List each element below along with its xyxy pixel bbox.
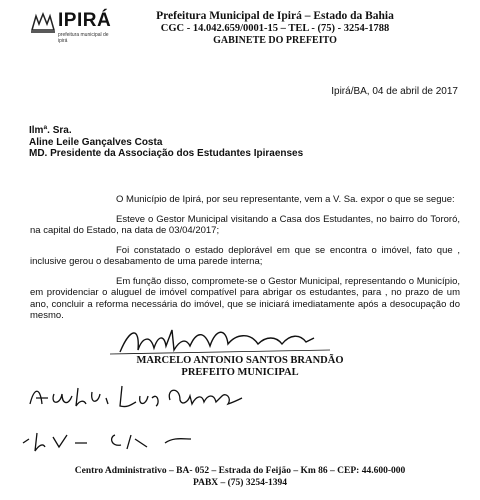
recipient-salutation: Ilmª. Sra. bbox=[29, 125, 72, 136]
letterhead-office: GABINETE DO PREFEITO bbox=[213, 35, 337, 46]
recipient-name: Aline Leile Gançalves Costa bbox=[29, 136, 163, 148]
date-line: Ipirá/BA, 04 de abril de 2017 bbox=[331, 86, 458, 97]
municipal-logo bbox=[30, 8, 112, 44]
mayor-signature bbox=[100, 320, 350, 360]
letter-body bbox=[30, 194, 460, 330]
logo-wordmark: IPIRÁ bbox=[58, 10, 112, 31]
recipient-role: MD. Presidente da Associação dos Estudantes Ipiraenses bbox=[29, 148, 304, 159]
paragraph: O Município de Ipirá, por seu representante, vem a V. Sa. expor o que se segue: bbox=[116, 194, 455, 205]
initials-signature bbox=[15, 425, 215, 455]
letterhead bbox=[110, 10, 440, 47]
logo-subtitle: prefeitura municipal de ipirá bbox=[58, 32, 109, 44]
signatory-name: MARCELO ANTONIO SANTOS BRANDÃO bbox=[136, 355, 344, 366]
paragraph: Foi constatado o estado deplorável em que se encontra o imóvel, fato que , inclusive gerou o desabamento de uma parede interna; bbox=[30, 244, 460, 267]
paragraph: Esteve o Gestor Municipal visitando a Casa dos Estudantes, no bairro do Tororó, na capital do Estado, na data de 03/04/2017; bbox=[30, 213, 460, 236]
signatory-block bbox=[110, 355, 370, 379]
paragraph: Em função disso, compromete-se o Gestor Municipal, representando o Município, em providenciar o aluguel de imóvel compatível para abrigar os estudantes, para , no prazo de um ano, concluir a reforma necessária do imóvel, que se iniciará imediatamente após a desocupação do mesmo. bbox=[30, 275, 460, 321]
recipient-block bbox=[29, 125, 303, 160]
footer-phone: PABX – (75) 3254-1394 bbox=[192, 477, 288, 488]
handwritten-signature bbox=[20, 378, 250, 414]
footer bbox=[20, 466, 460, 489]
letterhead-title: Prefeitura Municipal de Ipirá – Estado da Bahia bbox=[156, 10, 394, 22]
signatory-title: PREFEITO MUNICIPAL bbox=[181, 367, 299, 378]
footer-address: Centro Administrativo – BA- 052 – Estrada do Feijão – Km 86 – CEP: 44.600-000 bbox=[74, 466, 406, 476]
letterhead-registry: CGC - 14.042.659/0001-15 – TEL - (75) - 3254-1788 bbox=[160, 23, 390, 34]
city-crest-icon bbox=[30, 10, 56, 36]
